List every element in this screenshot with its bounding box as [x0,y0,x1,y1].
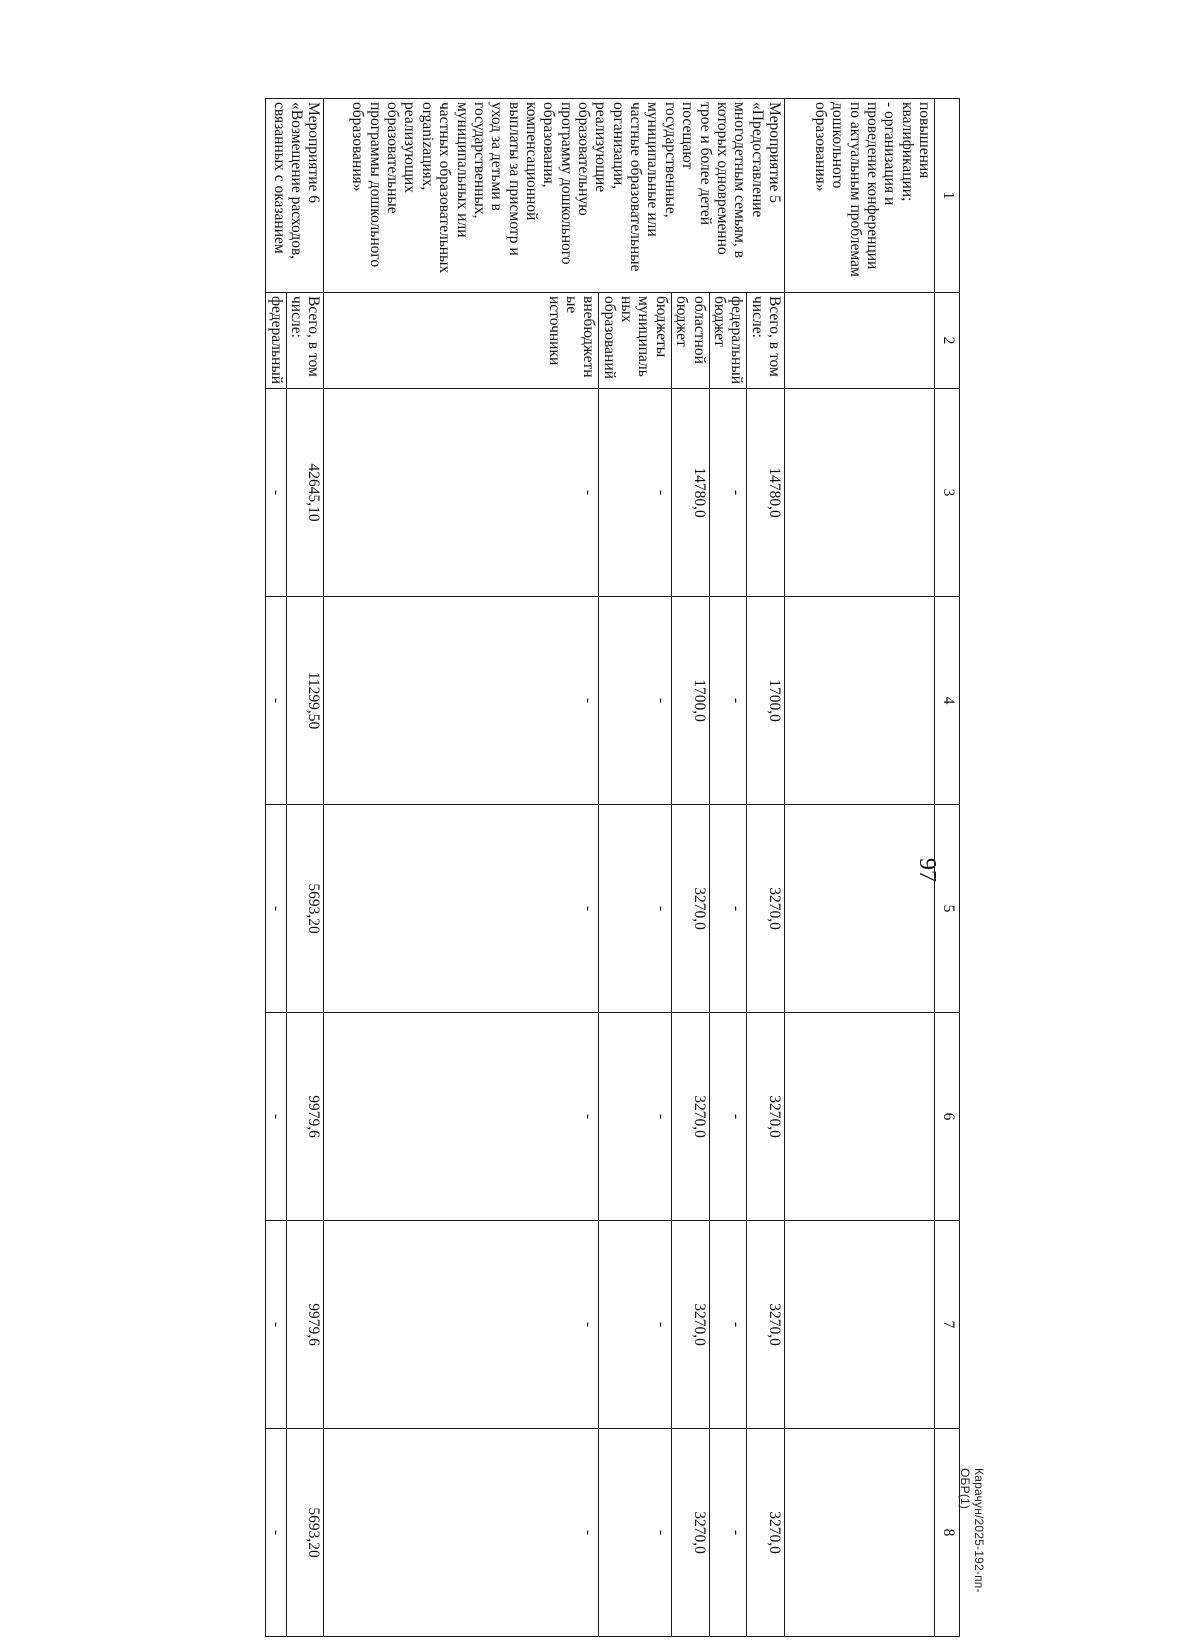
table-cell: - [266,1221,286,1429]
table-row-measure-6-total [286,99,324,1637]
table-cell: 3270,0 [671,1221,709,1429]
table-row-measure-5-federal [709,99,747,1637]
table-row-measure-5-extrabudgetary [324,99,599,1637]
table-cell: 3270,0 [747,1221,785,1429]
column-number: 7 [935,1221,960,1429]
table-cell: 3270,0 [747,1429,785,1637]
table-cell: - [324,597,599,805]
measure-description: Мероприятие 5 «Предоставление многодетным семьям, в которых одновременно трое и более детей посещают государственные, муниципальные или частные образовательные организации, реализующие образовательную программу дошкольного образования, компенсационной выплаты за присмотр и уход за детьми в государственных, муниципальных или частных образовательных organizациях, реализующих образовательные программы дошкольного образования» [324,99,785,293]
table-cell: - [709,1221,747,1429]
table-cell: 5693,20 [286,805,324,1013]
rotated-content [98,98,998,1628]
column-number: 5 [935,805,960,1013]
table-cell: - [266,597,286,805]
table-cell: - [266,389,286,597]
table-cell: - [599,805,671,1013]
table-cell: 3270,0 [671,805,709,1013]
table-row-continuation [785,99,935,1637]
table-cell: - [709,597,747,805]
table-cell: - [324,1221,599,1429]
document-code: Карачун/2025-192-пп-ОБР(1) [958,1468,986,1593]
source-label: бюджеты муниципальных образований [599,293,671,389]
table-row-measure-5-regional [671,99,709,1637]
table-cell: - [266,805,286,1013]
table-cell: 14780,0 [747,389,785,597]
table-cell: - [599,1221,671,1429]
table-cell: 3270,0 [671,1013,709,1221]
table-row-measure-5-total [747,99,785,1637]
table-cell: - [266,1429,286,1637]
column-number: 2 [935,293,960,389]
table-cell: 3270,0 [671,1429,709,1637]
source-label: федеральный бюджет [709,293,747,389]
table-cell: 9979,6 [286,1221,324,1429]
table-cell: - [266,1013,286,1221]
table-cell: 42645,10 [286,389,324,597]
source-label: Всего, в том числе: [747,293,785,389]
table-cell: 11299,50 [286,597,324,805]
table-cell: - [599,597,671,805]
table-cell: 1700,0 [671,597,709,805]
source-label: федеральный [266,293,286,389]
column-number: 3 [935,389,960,597]
table-cell: 9979,6 [286,1013,324,1221]
table-row-measure-6-federal [266,99,286,1637]
table-cell: - [324,389,599,597]
budget-table [265,98,960,1637]
table-cell: - [324,1013,599,1221]
column-number: 8 [935,1429,960,1637]
table-cell: - [709,389,747,597]
table-cell: 5693,20 [286,1429,324,1637]
column-number-row [935,99,960,1637]
table-cell: 1700,0 [747,597,785,805]
table-cell: 14780,0 [671,389,709,597]
source-label: внебюджетные источники [324,293,599,389]
measure-description: Мероприятие 6 «Возмещение расходов, связанных с оказанием [266,99,324,293]
measure-description: повышения квалификации; - организация и проведение конференции по актуальным проблемам дошкольного образования» [785,99,935,293]
source-label: областной бюджет [671,293,709,389]
table-cell: - [599,1013,671,1221]
table-cell: - [709,1429,747,1637]
table-cell: - [599,389,671,597]
page-number: 97 [914,858,940,882]
table-cell: - [599,1429,671,1637]
table-cell: - [324,805,599,1013]
table-cell: - [324,1429,599,1637]
column-number: 6 [935,1013,960,1221]
table-cell: - [709,805,747,1013]
table-row-measure-5-municipal [599,99,671,1637]
column-number: 1 [935,99,960,293]
table-cell: 3270,0 [747,805,785,1013]
column-number: 4 [935,597,960,805]
source-label: Всего, в том числе: [286,293,324,389]
table-cell: 3270,0 [747,1013,785,1221]
table-cell: - [709,1013,747,1221]
